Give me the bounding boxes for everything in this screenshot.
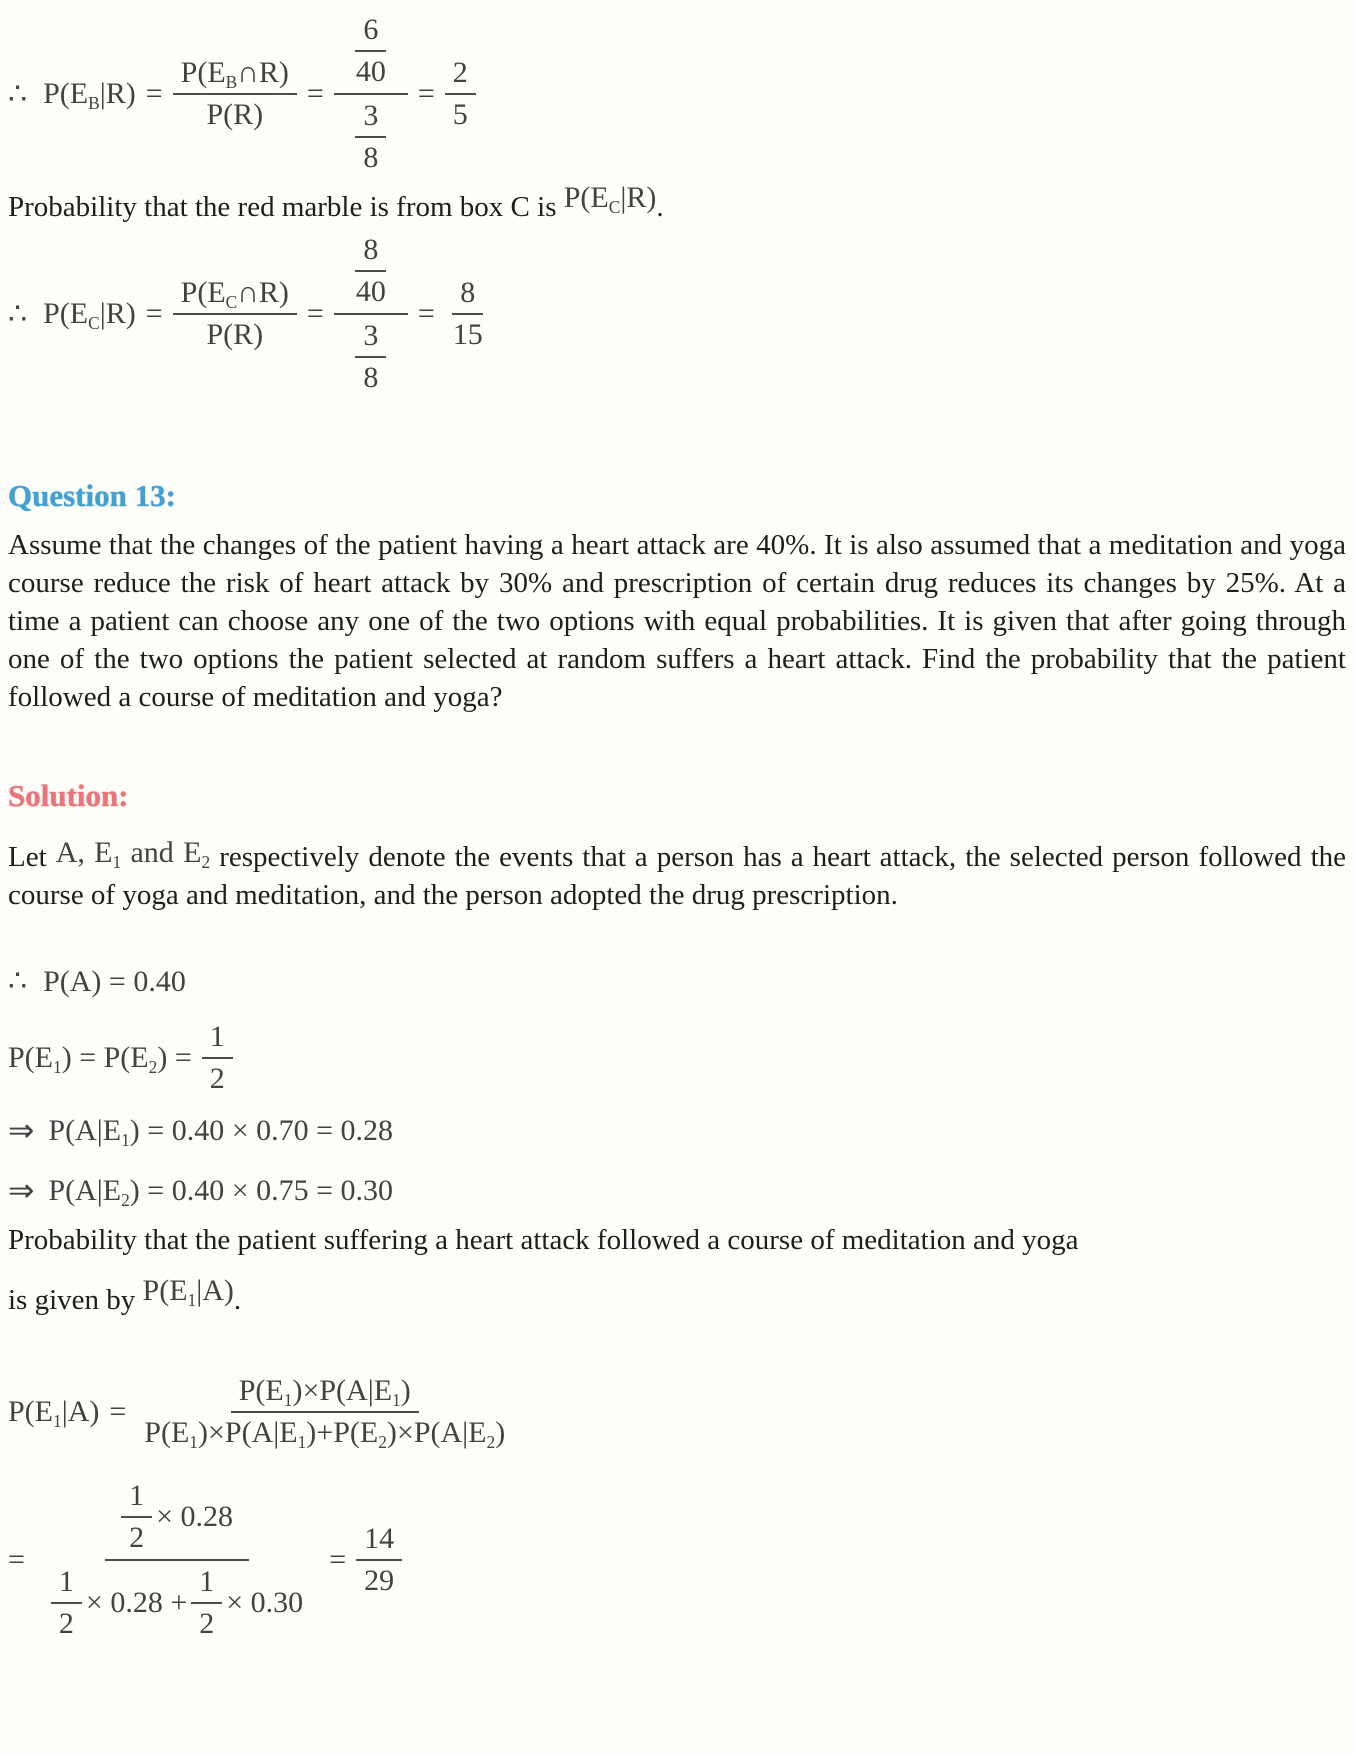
period: .: [233, 1284, 242, 1316]
fraction-denominator: $\frac{3}{8}$: [341, 95, 400, 177]
equation-p-a: [8, 964, 1346, 999]
text-run: Probability that the red marble is from box C is: [8, 191, 557, 223]
inline-math-events: A, $E_1$ and $E_2$: [55, 836, 211, 873]
compound-fraction: [334, 11, 408, 177]
bayes-fraction: [136, 1373, 513, 1451]
fraction-numerator: $P(E_C\cap R)$: [173, 275, 297, 315]
result-fraction: $\frac{2}{5}$: [445, 55, 476, 133]
equals-sign: =: [417, 77, 435, 110]
equals-sign: =: [145, 297, 163, 330]
therefore-symbol: ∴: [8, 77, 28, 111]
equals-sign: =: [109, 1395, 127, 1428]
solution-let-paragraph: [8, 838, 1346, 914]
fraction-numerator: $P(E_B\cap R)$: [173, 55, 297, 95]
math-run: $P(A|E_2) = 0.40 \times 0.75 = 0.30$: [48, 1174, 394, 1211]
math-run: $P(E_1) = P(E_2)$ =: [8, 1041, 192, 1078]
text-given-by-line: [8, 1274, 1346, 1319]
fraction-numerator: $\frac{8}{40}$: [334, 231, 408, 315]
equation-eb-given-r: [8, 10, 1346, 178]
math-run: $P(A|E_1) = 0.40 \times 0.70 = 0.28$: [48, 1114, 394, 1151]
equation-ec-given-r: [8, 230, 1346, 398]
fraction-denominator: $P(E_1)\times P(A|E_1)+P(E_2)\times P(A|E_2)$: [144, 1416, 506, 1453]
result-fraction: $\frac{8}{15}$: [452, 276, 483, 351]
question-heading: Question 13:: [8, 478, 176, 513]
equation-bayes: [8, 1373, 1346, 1451]
math-run: × 0.30: [226, 1586, 304, 1619]
fraction-denominator: P(R): [206, 318, 264, 351]
compound-fraction: [334, 231, 408, 397]
equation-a-given-e1: [8, 1113, 1346, 1149]
implies-arrow: ⇒: [8, 1173, 35, 1208]
text-run: respectively denote the events that a person has a heart attack, the selected person followed the course of yoga and meditation, and the person adopted the drug prescription.: [8, 841, 1347, 911]
final-compound-fraction: [35, 1477, 319, 1643]
equals-sign: =: [329, 1543, 347, 1576]
fraction-denominator: $\frac{1}{2}$ × 0.28 + $\frac{1}{2}$ × 0.30: [35, 1561, 319, 1643]
fraction-denominator: P(R): [206, 98, 264, 131]
equation-p-e1-e2: [8, 1015, 1346, 1101]
text-probability-line: Probability that the patient suffering a heart attack followed a course of meditation and yoga: [8, 1224, 1079, 1256]
fraction-numerator: $\frac{1}{2}$ × 0.28: [105, 1477, 249, 1561]
math-run: × 0.28 +: [85, 1586, 188, 1619]
equals-sign: =: [306, 297, 324, 330]
question-body: Assume that the changes of the patient having a heart attack are 40%. It is also assumed that a meditation and yoga course reduce the risk of heart attack by 30% and prescription of certain drug reduces its changes by 25%. At a time a patient can choose any one of the two options with equal probabilities. It is given that after going through one of the two options the patient selected at random suffers a heart attack. Find the probability that the patient followed a course of meditation and yoga?: [8, 529, 1346, 713]
math-lhs: $P(E_1|A)$: [8, 1395, 100, 1432]
therefore-symbol: ∴: [8, 297, 28, 331]
text-box-c-line: [8, 181, 1346, 226]
inline-math-e1-given-a: $P(E_1|A)$: [142, 1274, 234, 1311]
text-run: Let: [8, 841, 47, 873]
fraction-denominator: $\frac{3}{8}$: [341, 315, 400, 397]
math-run: × 0.28: [156, 1500, 234, 1533]
implies-arrow: ⇒: [8, 1113, 35, 1148]
therefore-symbol: ∴: [8, 965, 28, 998]
math-lhs: $P(E_B|R)$: [43, 77, 136, 114]
equals-sign: =: [8, 1543, 25, 1576]
solution-heading: Solution:: [8, 778, 129, 813]
equation-final: [8, 1477, 1346, 1643]
fraction-numerator: $\frac{6}{40}$: [334, 11, 408, 95]
probability-ratio: [173, 55, 297, 133]
equals-sign: =: [145, 77, 163, 110]
half-fraction: $\frac{1}{2}$: [202, 1019, 233, 1097]
equals-sign: =: [417, 297, 435, 330]
inline-math-ec-given-r: $P(E_C|R)$: [563, 181, 657, 218]
math-lhs: $P(E_C|R)$: [43, 297, 136, 334]
result-fraction: $\frac{14}{29}$: [356, 1521, 402, 1599]
period: .: [656, 191, 664, 223]
math-run: P(A) = 0.40: [43, 964, 186, 998]
equation-a-given-e2: [8, 1173, 1346, 1209]
text-run: is given by: [8, 1284, 136, 1316]
equals-sign: =: [306, 77, 324, 110]
probability-ratio: [173, 275, 297, 353]
fraction-numerator: $P(E_1)\times P(A|E_1)$: [231, 1373, 419, 1413]
